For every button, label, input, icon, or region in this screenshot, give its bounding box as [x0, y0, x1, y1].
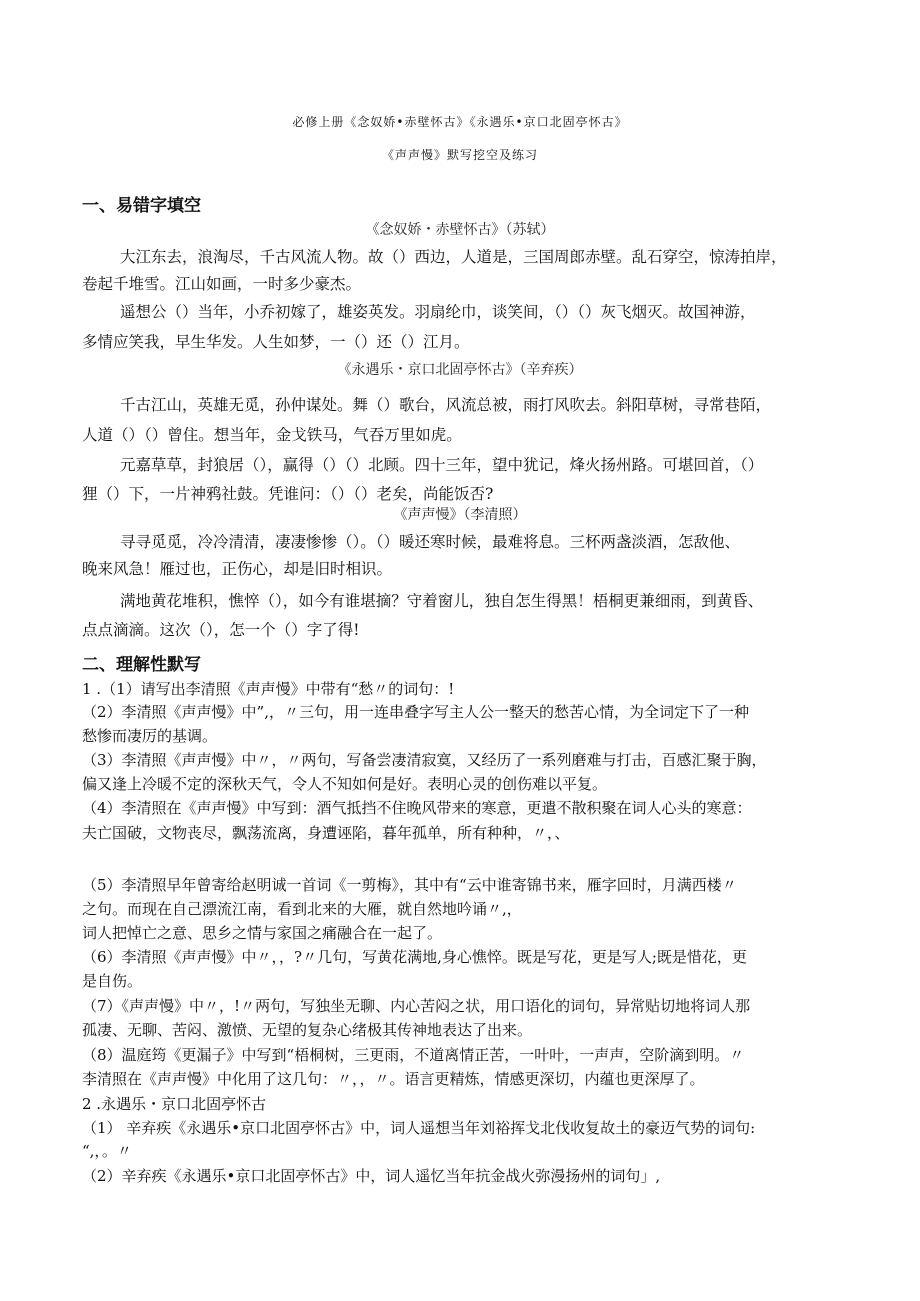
exercise-line: 偏又逢上冷暖不定的深秋天气，令人不知如何是好。表明心灵的创伤难以平复。 — [82, 775, 608, 793]
exercise-line: 是自伤。 — [82, 972, 143, 990]
poem1-subtitle: 《念奴娇・赤壁怀古》（苏轼） — [365, 222, 555, 238]
poem3-line: 点点滴滴。这次（），怎一个（）字了得! — [82, 621, 360, 639]
poem2-line: 千古江山，英雄无觅，孙仲谋处。舞（）歌台，风流总被，雨打风吹去。斜阳草树，寻常巷陌， — [120, 396, 772, 414]
exercise-line: （5）李清照早年曾寄给赵明诚一首词《一剪梅》，其中有“云中谁寄锦书来，雁字回时，月满西楼〃 — [82, 876, 737, 894]
poem3-line: 晚来风急！雁过也，正伤心，却是旧时相识。 — [82, 560, 393, 578]
poem1-line: 大江东去，浪淘尽，千古风流人物。故（）西边，人道是，三国周郎赤壁。乱石穿空，惊涛拍岸， — [120, 248, 787, 266]
poem1-line: 卷起千堆雪。江山如画，一时多少豪杰。 — [82, 275, 362, 293]
poem2-line: 狸（）下，一片神鸦社鼓。凭谁问：（）（）老矣，尚能饭否? — [82, 485, 494, 503]
exercise-line: 2 .永遇乐・京口北固亭怀古 — [82, 1095, 267, 1113]
exercise-line: 之句。而现在自己漂流江南，看到北来的大雁，就自然地吟诵〃,， — [82, 900, 522, 918]
exercise-line: （1） 辛弃疾《永遇乐•京口北固亭怀古》中，词人遥想当年刘裕挥戈北伐收复故土的豪迈气势的词句: — [82, 1119, 756, 1137]
exercise-line: （2）辛弃疾《永遇乐•京口北固亭怀古》中，词人遥忆当年抗金战火弥漫扬州的词句」, — [82, 1167, 661, 1185]
poem1-line: 多情应笑我，早生华发。人生如梦，一（）还（）江月。 — [82, 333, 470, 351]
poem3-subtitle: 《声声慢》（李清照） — [393, 507, 527, 523]
exercise-line: （3）李清照《声声慢》中〃，〃两句，写备尝凄清寂寞，又经历了一系列磨难与打击，百感汇聚于胸， — [82, 751, 767, 769]
exercise-line: （4）李清照在《声声慢》中写到：酒气抵挡不住晚风带来的寒意，更遣不散积聚在词人心头的寒意： — [82, 799, 752, 817]
poem3-line: 满地黄花堆积，憔悴（），如今有谁堪摘？守着窗儿，独自怎生得黑！梧桐更兼细雨，到黄昏、 — [120, 592, 764, 610]
exercise-line: 孤凄、无聊、苦闷、激愤、无望的复杂心绪极其传神地表达了出来。 — [82, 1021, 533, 1039]
document-title-line2: 《声声慢》默写挖空及练习 — [381, 148, 538, 162]
poem1-line: 遥想公（）当年，小乔初嫁了，雄姿英发。羽扇纶巾，谈笑间，（）（）灰飞烟灭。故国神游， — [120, 303, 756, 321]
exercise-line: （6）李清照《声声慢》中〃，，?〃几句，写黄花满地,身心憔悴。既是写花，更是写人;既是惜花，更 — [82, 948, 747, 966]
poem3-line: 寻寻觅觅，冷冷清清，凄凄惨惨（）。（）暖还寒时候，最难将息。三杯两盏淡酒，怎敌他、 — [120, 533, 741, 551]
section2-heading: 二、理解性默写 — [82, 655, 201, 675]
exercise-line: （7）《声声慢》中〃，!〃两句，写独坐无聊、内心苦闷之状，用口语化的词句，异常贴切地将词人那 — [82, 997, 751, 1015]
poem2-line: 人道（）（）曾住。想当年，金戈铁马，气吞万里如虎。 — [82, 426, 462, 444]
exercise-line: 1 .（1）请写出李清照《声声慢》中带有“愁〃的词句：! — [82, 680, 455, 698]
poem2-subtitle: 《永遇乐・京口北固亭怀古》（辛弃疾） — [337, 362, 583, 378]
exercise-line: （8）温庭筠《更漏子》中写到“梧桐树，三更雨，不道离情正苦，一叶叶，一声声，空阶滴到明。〃 — [82, 1046, 745, 1064]
poem2-line: 元嘉草草，封狼居（），赢得（）（）北顾。四十三年，望中犹记，烽火扬州路。可堪回首，（） — [120, 456, 764, 474]
document-title-line1: 必修上册《念奴娇•赤壁怀古》《永遇乐•京口北固亭怀古》 — [292, 115, 628, 129]
exercise-line: “,，。〃 — [82, 1142, 132, 1160]
exercise-line: 词人把悼亡之意、思乡之情与家国之痛融合在一起了。 — [82, 924, 443, 942]
exercise-line: 夫亡国破，文物丧尽，飘荡流离，身遭诬陷，暮年孤单，所有种种，〃，、 — [82, 824, 570, 842]
section1-heading: 一、易错字填空 — [82, 196, 201, 216]
exercise-line: （2）李清照《声声慢》中”,，〃三句，用一连串叠字写主人公一整天的愁苦心情，为全词定下了一种 — [82, 703, 749, 721]
exercise-line: 愁惨而凄厉的基调。 — [82, 727, 218, 745]
exercise-line: 李清照在《声声慢》中化用了这几句：〃，，〃。语言更精炼，情感更深切，内蕴也更深厚了。 — [82, 1070, 705, 1088]
